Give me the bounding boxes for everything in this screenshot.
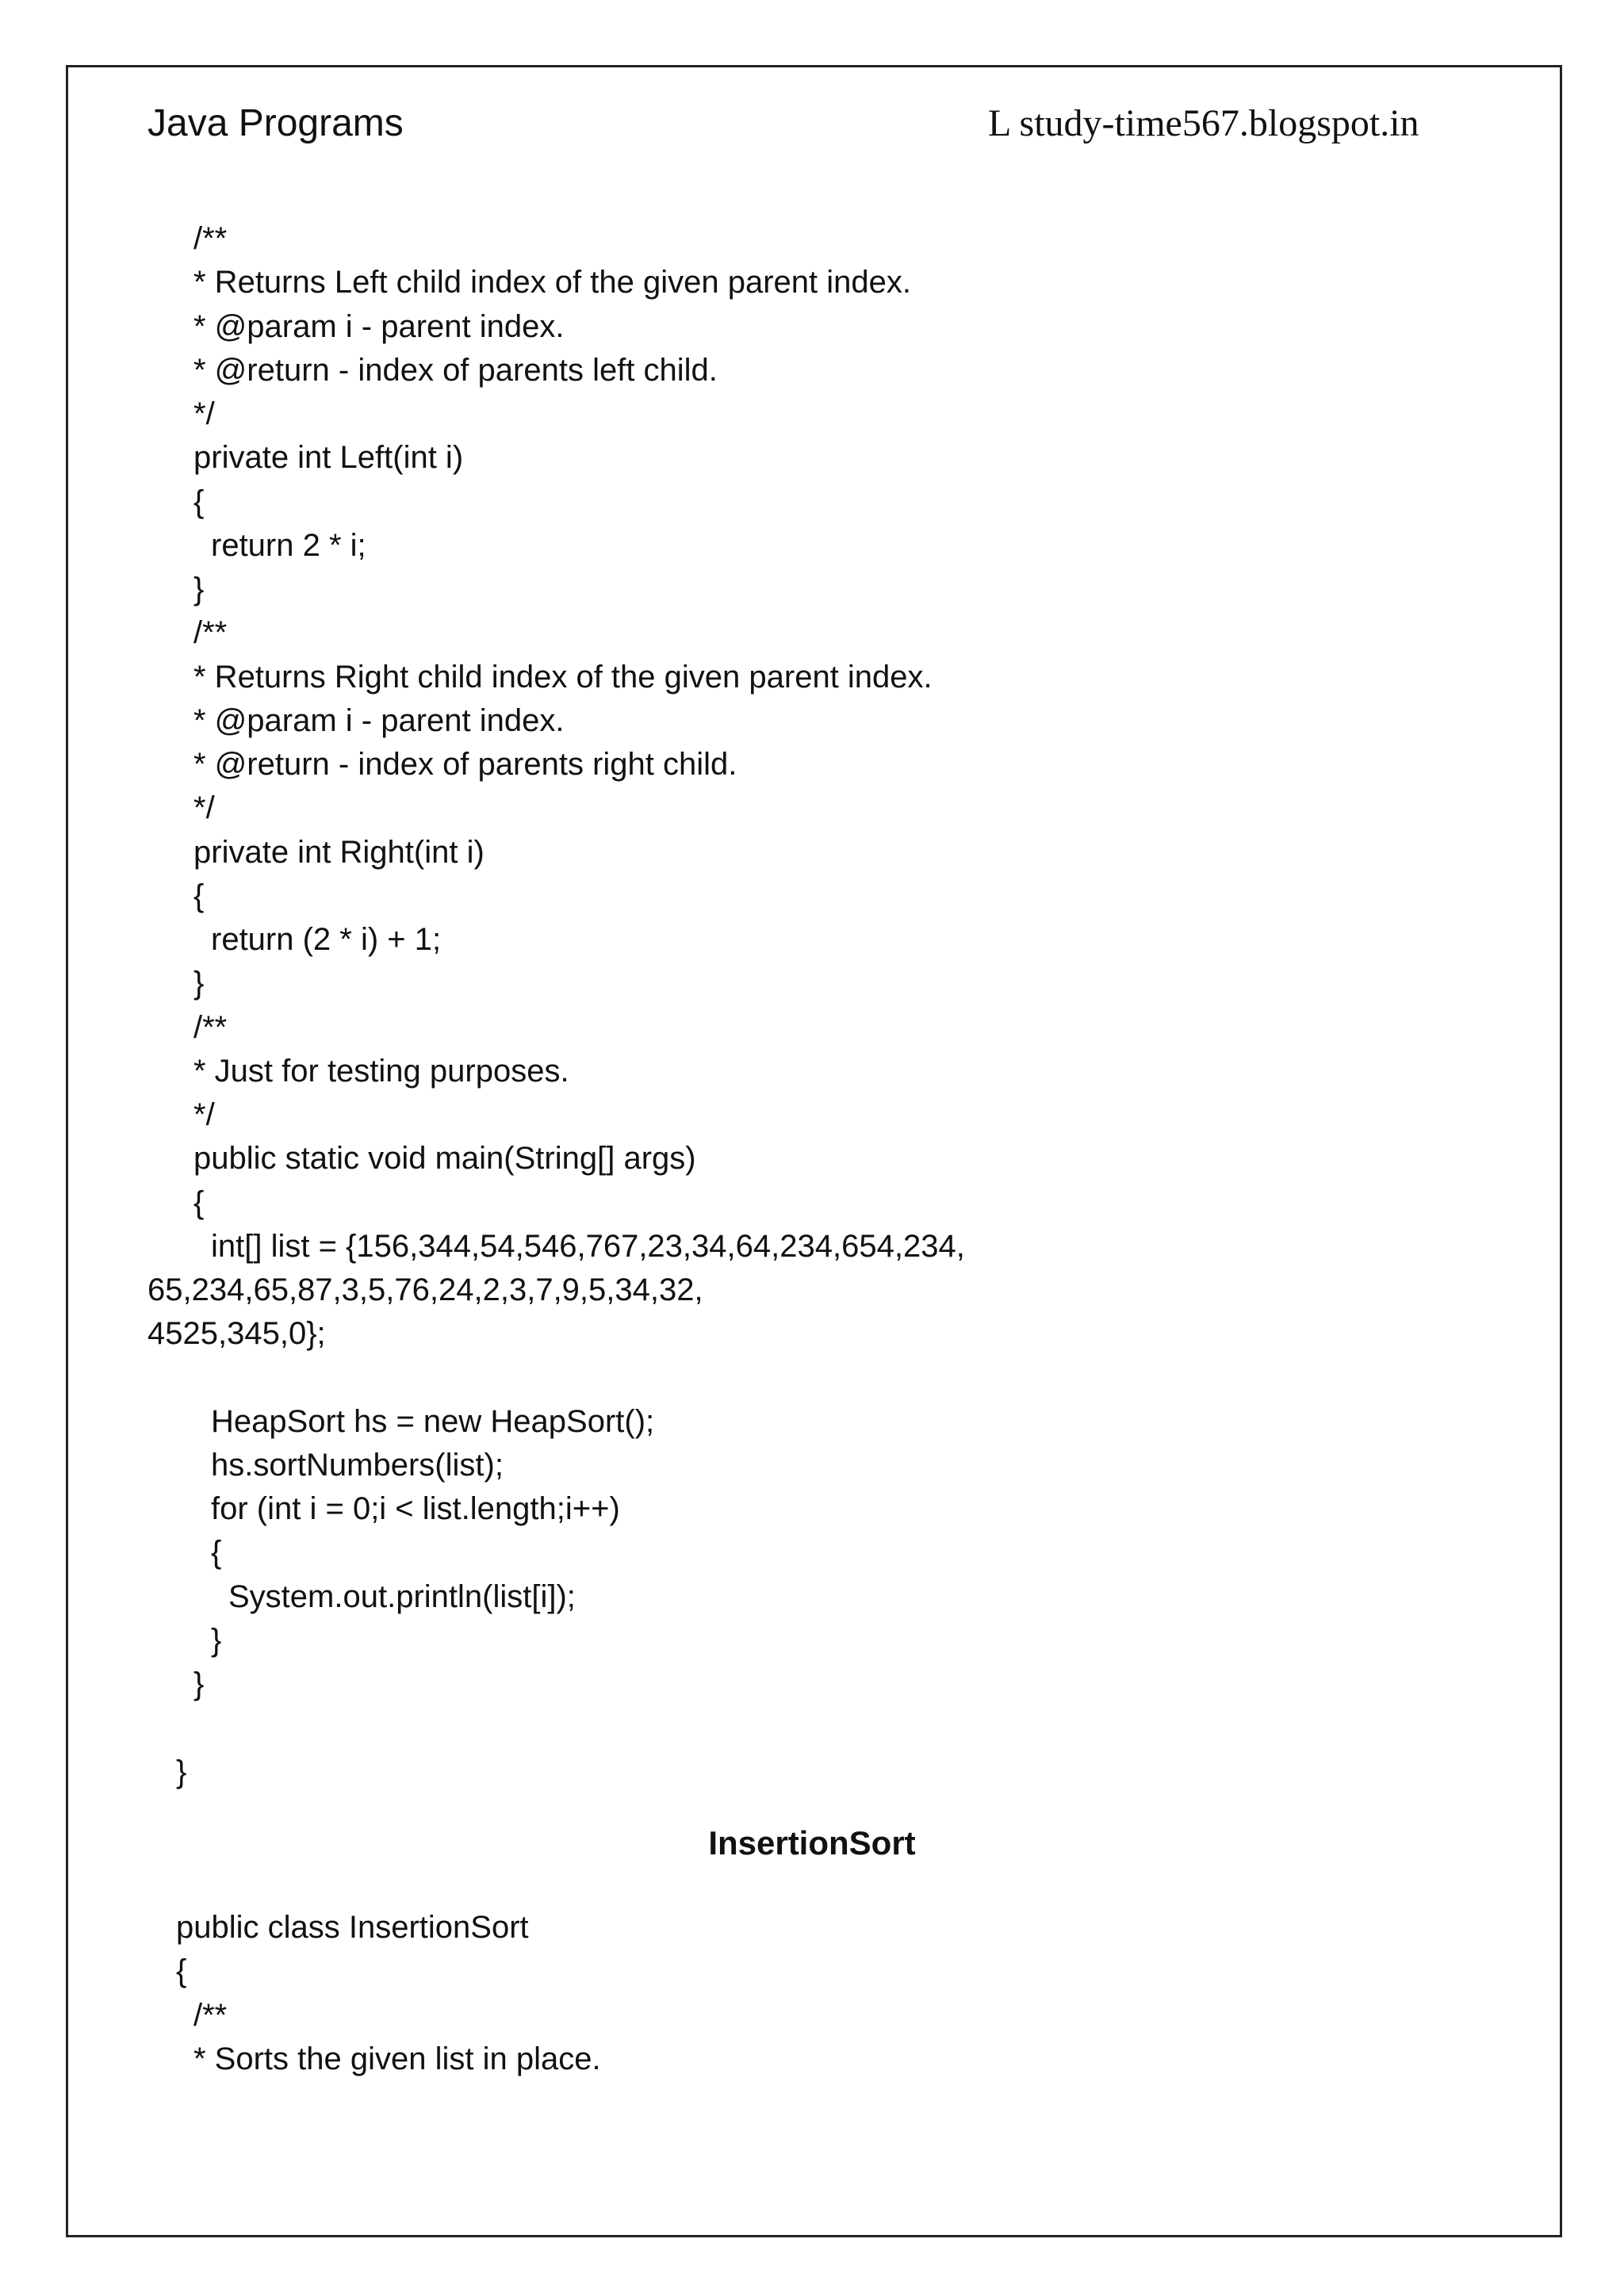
code-line: /** bbox=[193, 221, 228, 256]
code-line: } bbox=[193, 1667, 205, 1701]
code-line: * @return - index of parents left child. bbox=[193, 353, 718, 388]
code-line: { bbox=[211, 1535, 222, 1570]
code-line: } bbox=[211, 1623, 222, 1658]
code-line: { bbox=[193, 484, 205, 519]
code-line: * @param i - parent index. bbox=[193, 703, 565, 738]
code-line: { bbox=[193, 1185, 205, 1220]
code-line: private int Right(int i) bbox=[193, 835, 485, 870]
code-line: return 2 * i; bbox=[211, 528, 366, 563]
code-line: * Sorts the given list in place. bbox=[193, 2042, 601, 2076]
code-line: } bbox=[193, 572, 205, 607]
code-line: */ bbox=[193, 1097, 215, 1132]
code-line: 65,234,65,87,3,5,76,24,2,3,7,9,5,34,32, bbox=[147, 1272, 703, 1307]
code-line: */ bbox=[193, 396, 215, 431]
code-line: } bbox=[176, 1755, 187, 1789]
code-line: */ bbox=[193, 790, 215, 825]
code-line: * @return - index of parents right child. bbox=[193, 747, 737, 782]
code-line: private int Left(int i) bbox=[193, 440, 464, 475]
code-line: 4525,345,0}; bbox=[147, 1316, 326, 1351]
code-line: /** bbox=[193, 615, 228, 650]
code-line: } bbox=[193, 966, 205, 1001]
code-line: * Returns Right child index of the given parent index. bbox=[193, 660, 933, 695]
code-line: { bbox=[176, 1954, 187, 1988]
code-line: * Returns Left child index of the given parent index. bbox=[193, 265, 911, 300]
code-line: int[] list = {156,344,54,546,767,23,34,64,234,654,234, bbox=[211, 1229, 965, 1264]
code-line: HeapSort hs = new HeapSort(); bbox=[211, 1404, 655, 1439]
header-blog-url: L study-time567.blogspot.in bbox=[988, 102, 1419, 144]
code-line: * @param i - parent index. bbox=[193, 309, 565, 344]
header-title: Java Programs bbox=[147, 102, 404, 144]
code-line: public class InsertionSort bbox=[176, 1910, 529, 1945]
section-title: InsertionSort bbox=[708, 1824, 916, 1862]
code-line: return (2 * i) + 1; bbox=[211, 922, 442, 957]
code-line: hs.sortNumbers(list); bbox=[211, 1448, 504, 1483]
code-line: public static void main(String[] args) bbox=[193, 1141, 696, 1176]
code-line: * Just for testing purposes. bbox=[193, 1054, 569, 1089]
code-line: /** bbox=[193, 1010, 228, 1045]
code-line: for (int i = 0;i < list.length;i++) bbox=[211, 1491, 620, 1526]
code-line: /** bbox=[193, 1998, 228, 2033]
code-line: System.out.println(list[i]); bbox=[228, 1579, 576, 1614]
code-line: { bbox=[193, 878, 205, 913]
